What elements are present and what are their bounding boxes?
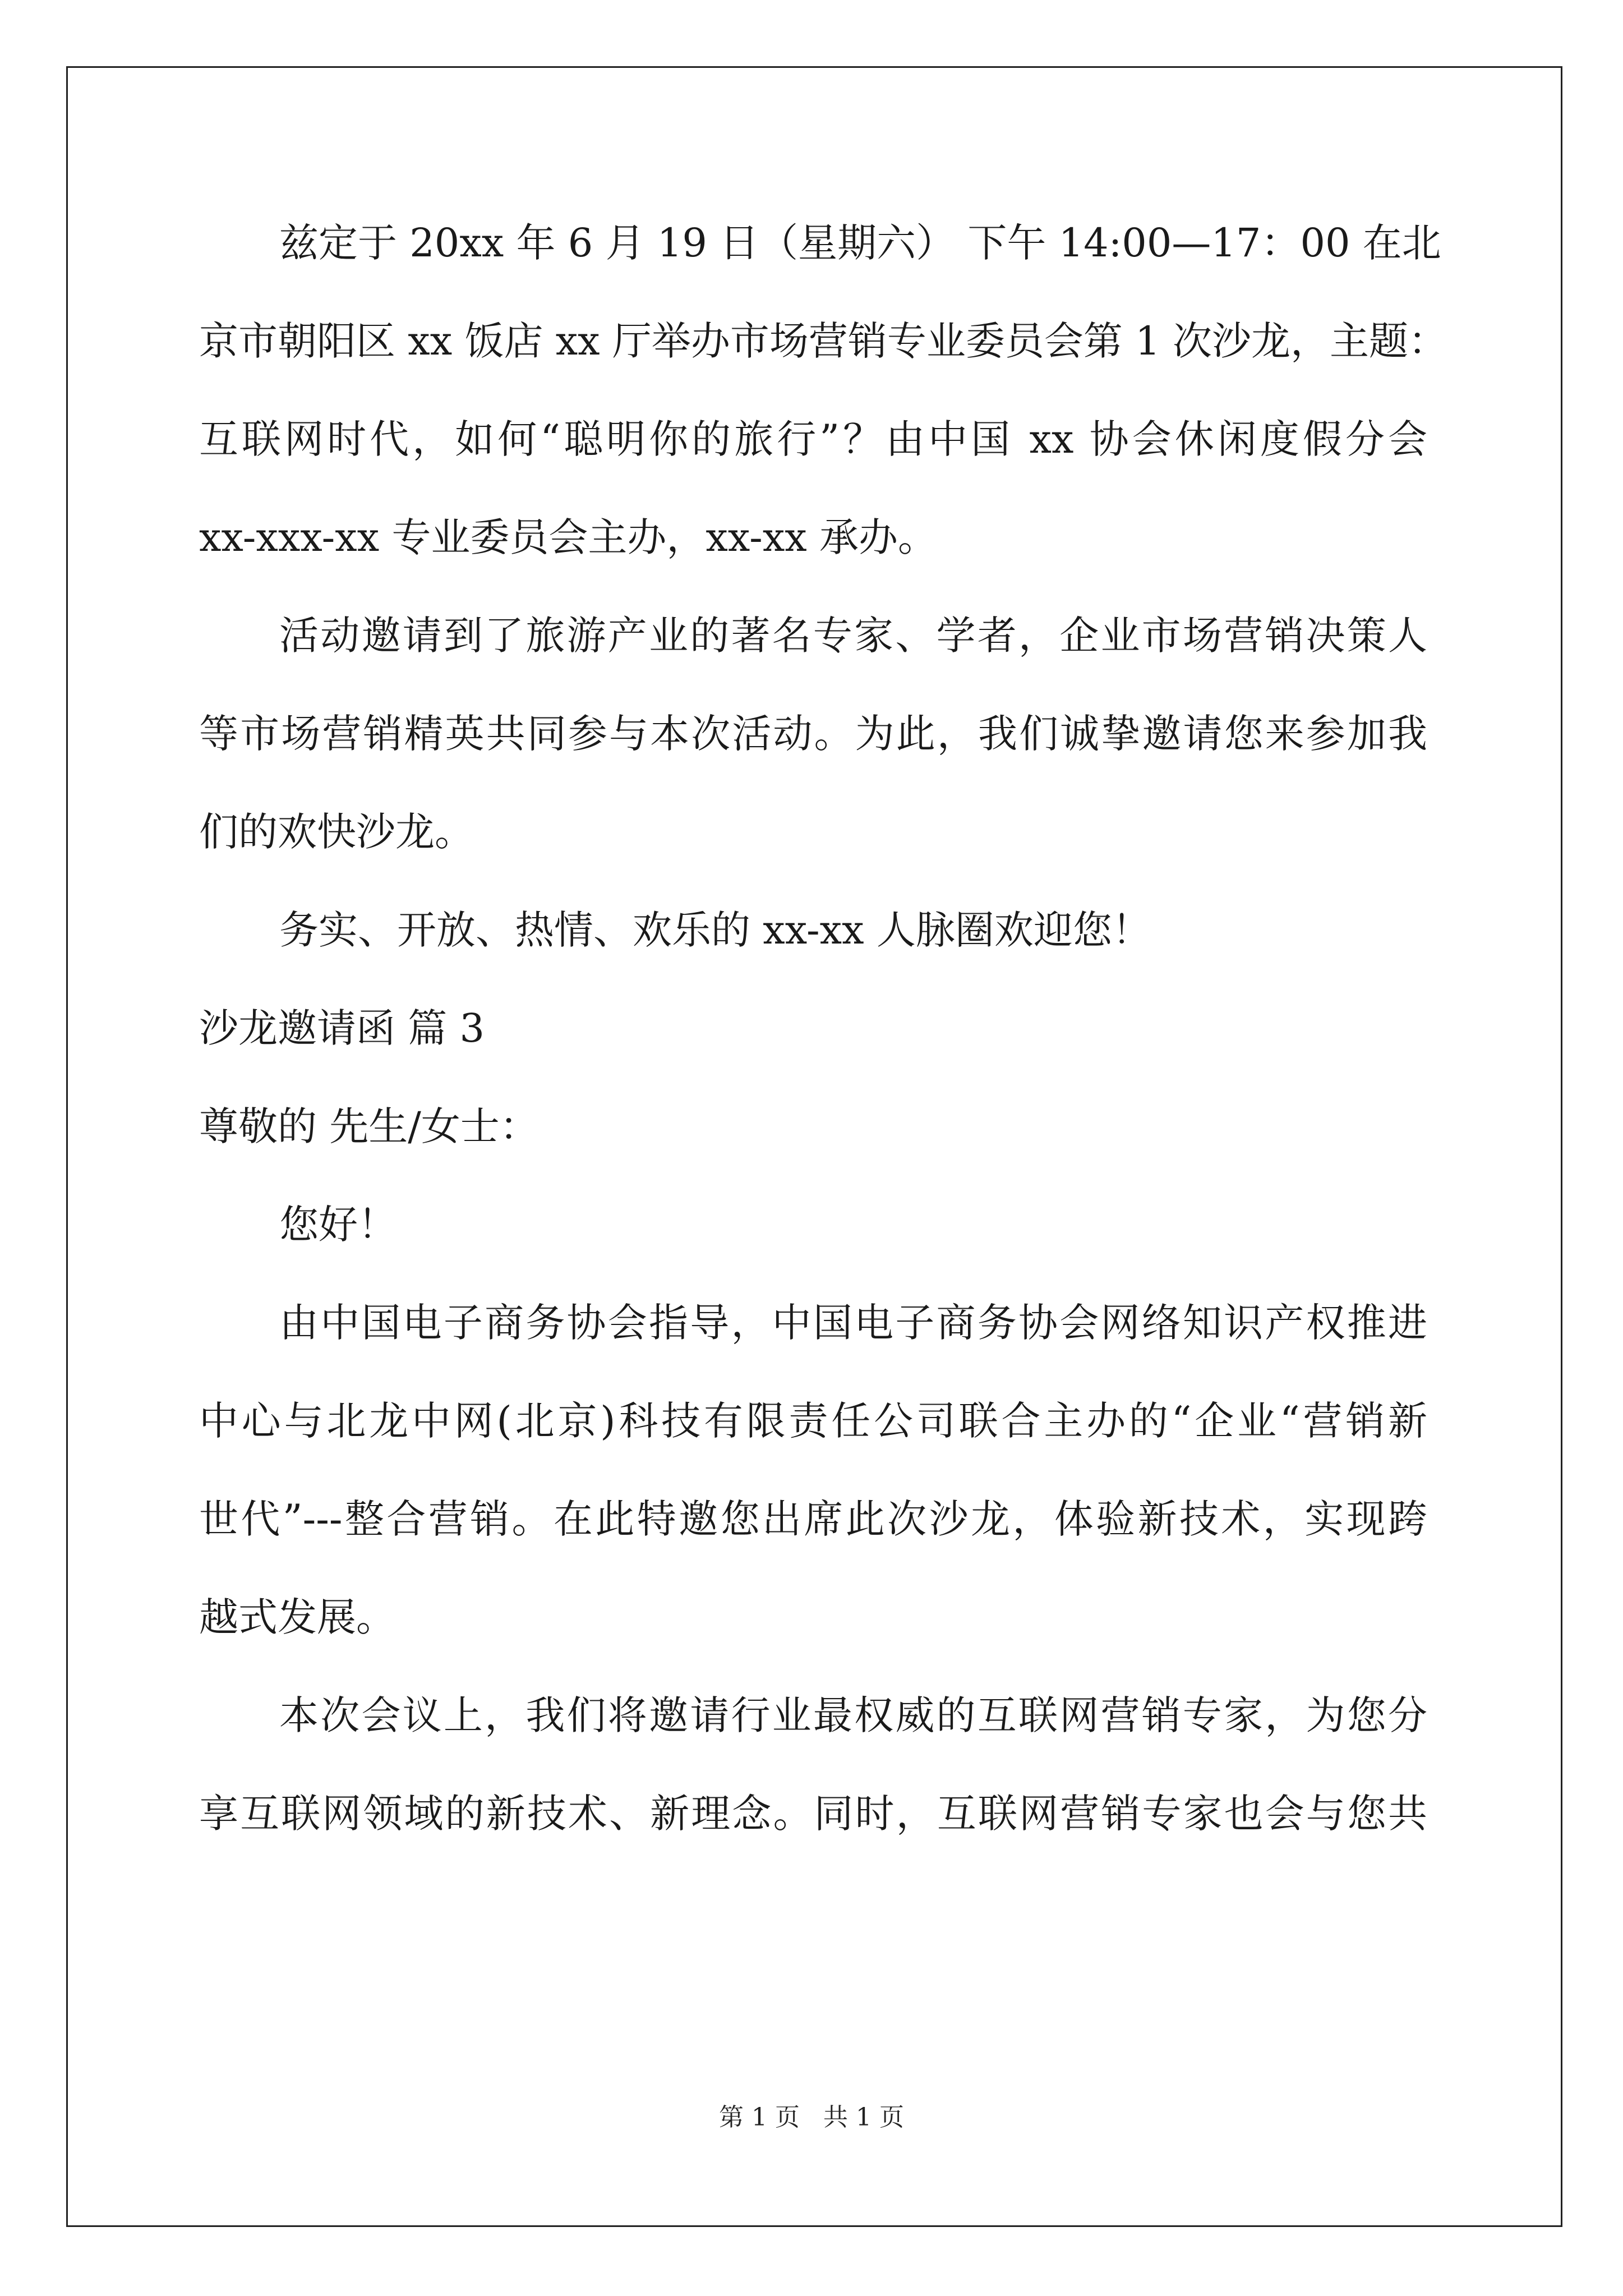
paragraph-line: 们的欢快沙龙。 [199,809,474,855]
paragraph-line: 中心与北龙中网(北京)科技有限责任公司联合主办的“企业“营销新 [199,1398,1427,1444]
page-footer: 第 1 页 共 1 页 [719,2103,904,2132]
greeting: 您好！ [279,1202,397,1248]
paragraph-line: 享互联网领域的新技术、新理念。同时，互联网营销专家也会与您共 [199,1791,1427,1837]
paragraph-line: 互联网时代，如何“聪明你的旅行”？由中国 xx 协会休闲度假分会 [199,416,1427,462]
paragraph-line: xx-xxx-xx 专业委员会主办，xx-xx 承办。 [199,514,938,560]
paragraph-line: 活动邀请到了旅游产业的著名专家、学者，企业市场营销决策人 [279,613,1427,659]
paragraph-line: 本次会议上，我们将邀请行业最权威的互联网营销专家，为您分 [279,1692,1427,1738]
paragraph-line: 务实、开放、热情、欢乐的 xx-xx 人脉圈欢迎您！ [279,907,1151,953]
salutation: 尊敬的 先生/女士： [199,1103,539,1149]
paragraph-line: 越式发展。 [199,1594,395,1640]
paragraph-line: 由中国电子商务协会指导，中国电子商务协会网络知识产权推进 [279,1300,1427,1346]
paragraph-line: 兹定于 20xx 年 6 月 19 日（星期六） 下午 14:00—17：00 在北 [279,220,1441,266]
paragraph-line: 等市场营销精英共同参与本次活动。为此，我们诚挚邀请您来参加我 [199,711,1427,757]
document-body [199,216,1447,1885]
section-heading: 沙龙邀请函 篇 3 [199,1005,485,1051]
paragraph-line: 世代”---整合营销。在此特邀您出席此次沙龙，体验新技术，实现跨 [199,1496,1427,1542]
paragraph-line: 京市朝阳区 xx 饭店 xx 厅举办市场营销专业委员会第 1 次沙龙，主题： [199,318,1447,364]
